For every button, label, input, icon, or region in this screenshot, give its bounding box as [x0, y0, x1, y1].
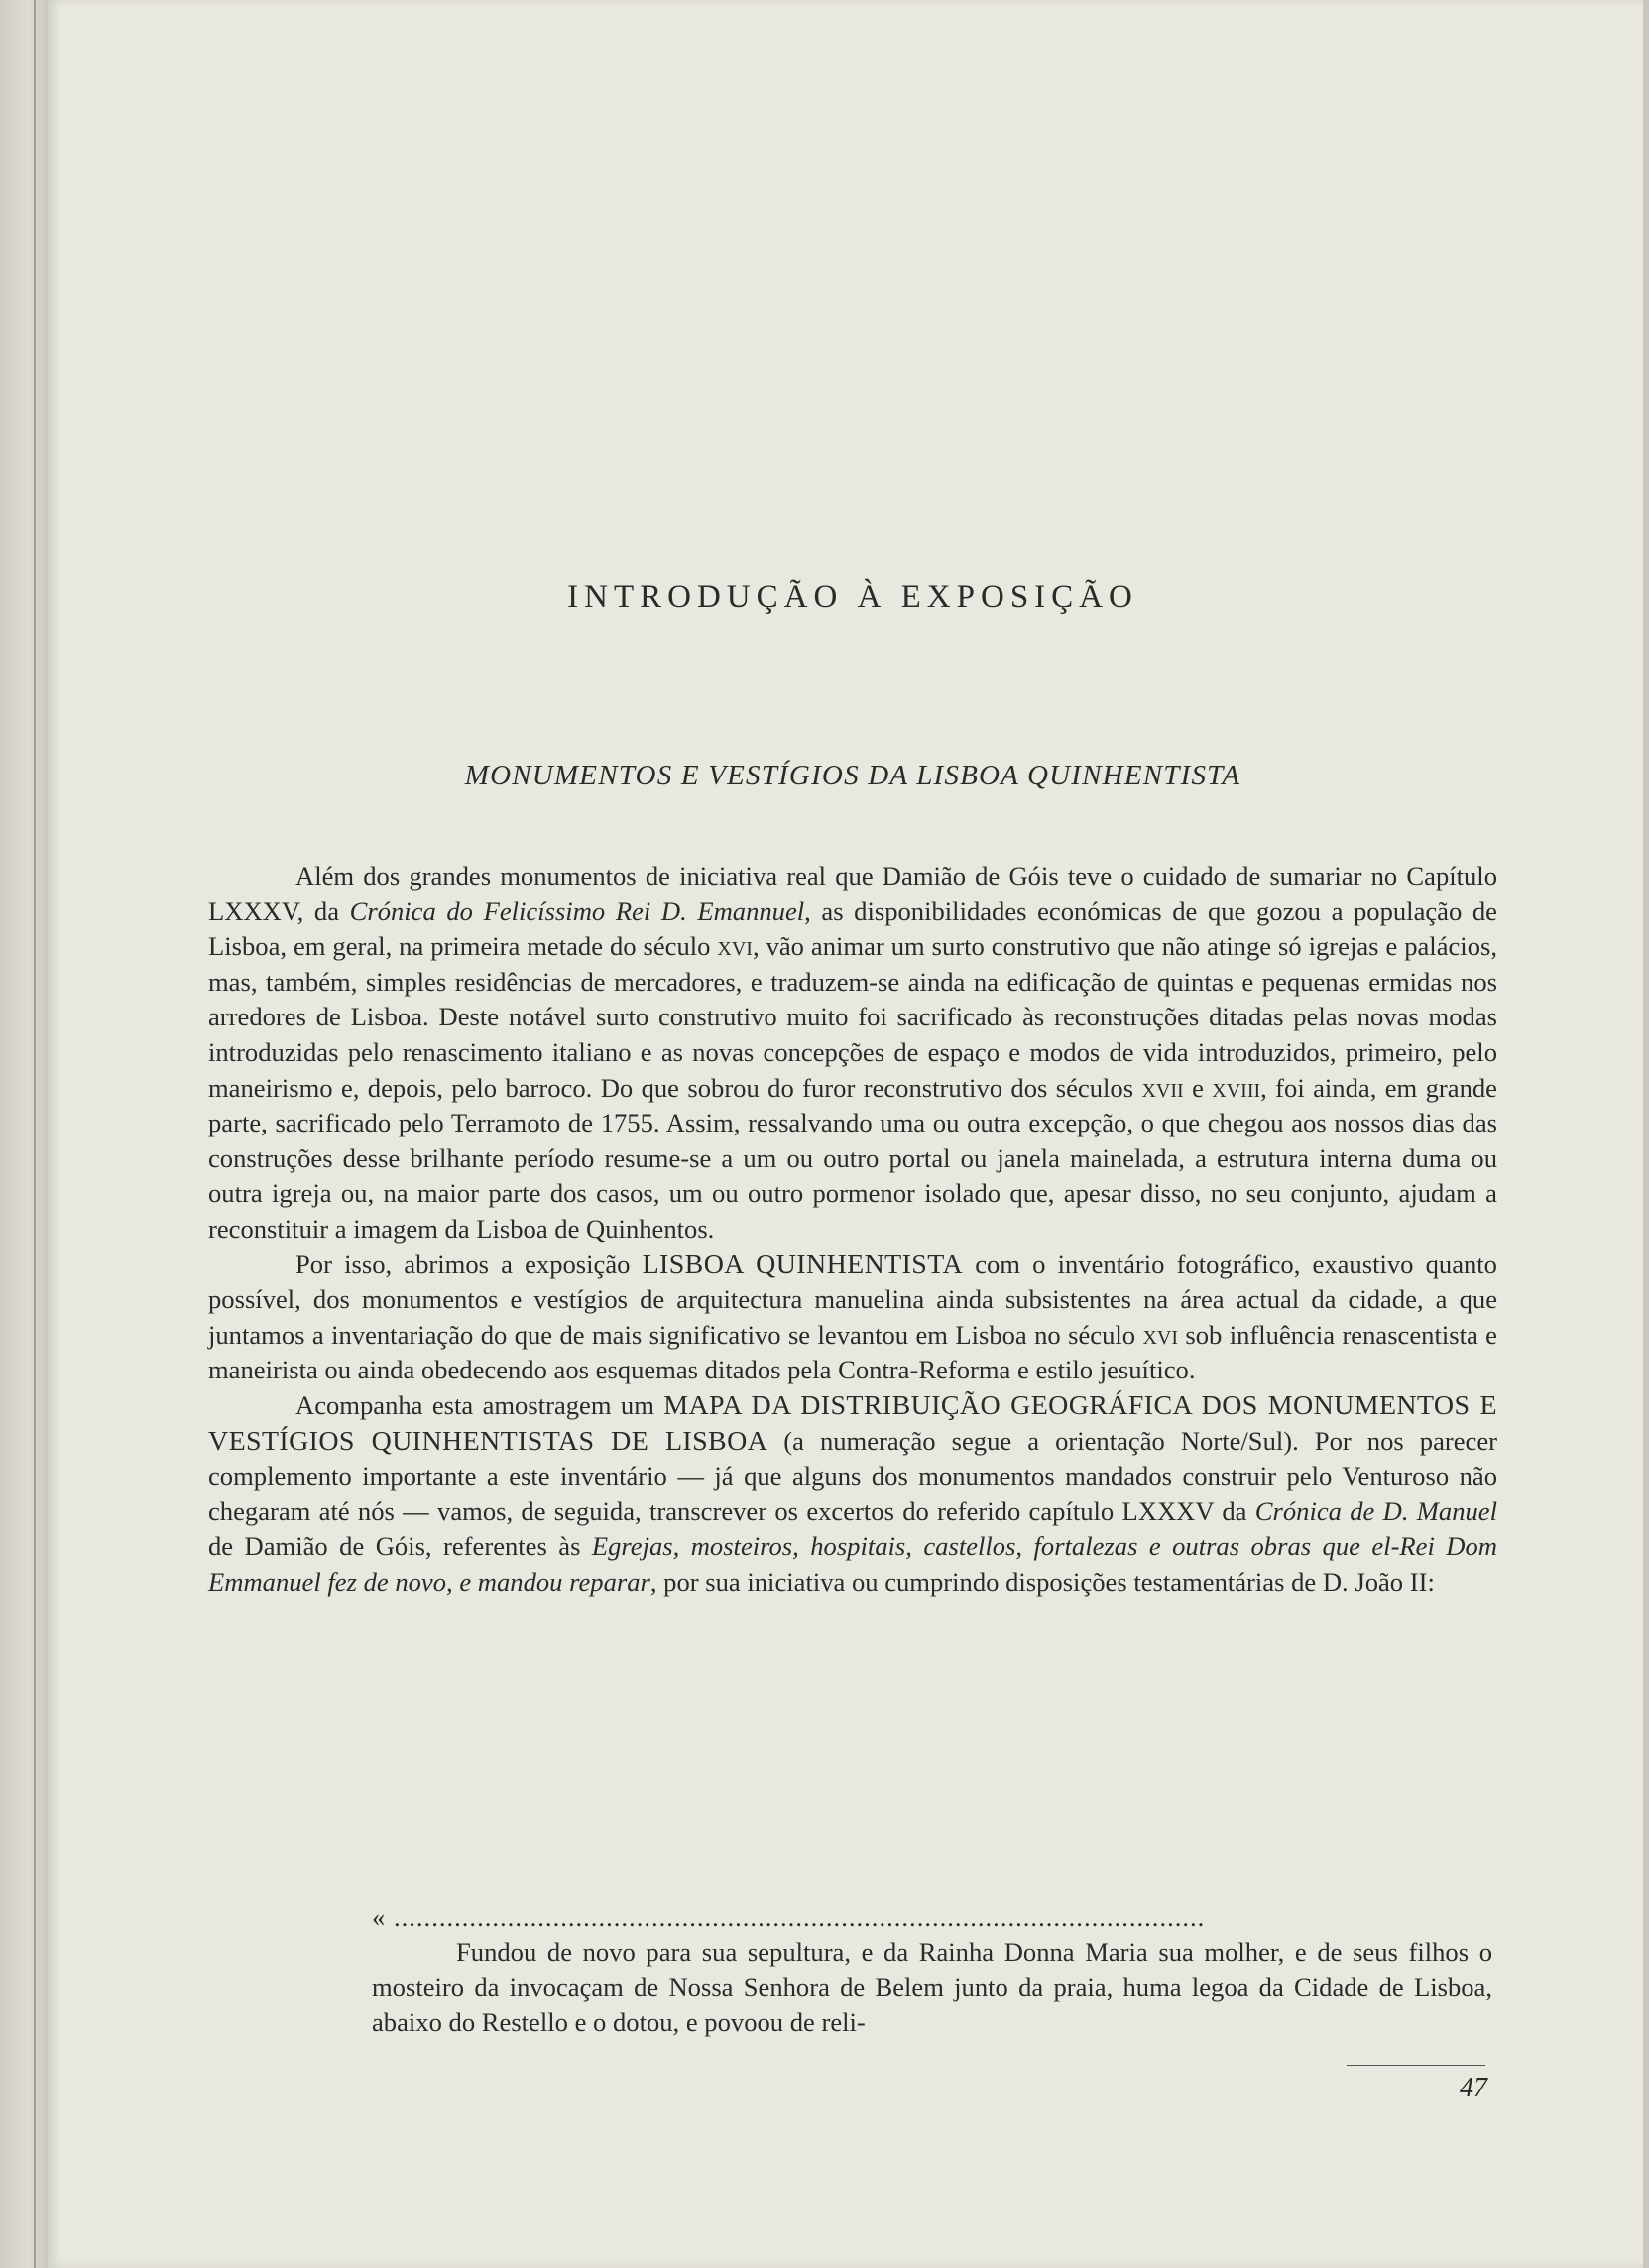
century-numeral: xvii	[1141, 1071, 1184, 1104]
gutter-line	[34, 0, 36, 2268]
page-number: 47	[1460, 2073, 1487, 2103]
exhibition-name: LISBOA QUINHENTISTA	[642, 1249, 964, 1280]
block-quote	[372, 1900, 1492, 2041]
quote-text: Fundou de novo para sua sepultura, e da Rainha Donna Maria sua molher, e de seus filhos o mosteiro da invocaçam de Nossa Senhora de Belem junto da praia, huma legoa da Cidade de Lisboa, abaixo do Restello e o dotou, e povoou de reli-	[372, 1937, 1492, 2038]
text-run: e	[1183, 1072, 1213, 1103]
page-edge	[1643, 0, 1649, 2268]
text-run: (a numeração segue a orientação Norte/Sul). Por nos parecer complemento importante a este inventário — já que alguns dos monumentos mandados construir pelo Venturoso não chegaram até nós — vamos, de seguida, transcrever os excertos do referido capítulo LXXXV da	[208, 1425, 1497, 1526]
book-spine	[0, 0, 48, 2268]
century-numeral: xvi	[1142, 1318, 1178, 1351]
text-run: Além dos grandes monumentos de iniciativa real que Damião de Góis teve o cuidado de sumariar no Capítulo LXXXV, da	[208, 861, 1497, 926]
text-run: sob influência renascentista e maneirista ou ainda obedecendo aos esquemas ditados pela Contra-Reforma e estilo jesuítico.	[208, 1319, 1497, 1385]
century-numeral: xvi	[717, 930, 753, 963]
text-run: , por sua iniciativa ou cumprindo disposições testamentárias de D. João II:	[649, 1566, 1435, 1597]
subtitle-block	[208, 756, 1497, 795]
italic-title: Crónica do Felicíssimo Rei D. Emannuel	[349, 895, 805, 926]
quote-ellipsis: « ...........................................................................................................	[372, 1902, 1206, 1932]
text-run: , vão animar um surto construtivo que não atinge só igrejas e palácios, mas, também, simples residências de mercadores, e traduzem-se ainda na edificação de quintas e pequenas ermidas nos arredores de Lisboa. Deste notável surto construtivo muito foi sacrificado às reconstruções ditadas pelas novas modas introduzidas pelo renascimento italiano e as novas concepções de espaço e modos de vida introduzidos, primeiro, pelo maneirismo e, depois, pelo barroco. Do que sobrou do furor reconstrutivo dos séculos	[208, 931, 1497, 1103]
text-run: , as disponibilidades económicas de que gozou a população de Lisboa, em geral, na primeira metade do século	[208, 895, 1497, 962]
paragraph-2	[208, 1248, 1497, 1388]
paragraph-1	[208, 859, 1497, 1248]
paragraph-3	[208, 1388, 1497, 1601]
page-heading: INTRODUÇÃO À EXPOSIÇÃO	[567, 579, 1138, 615]
century-numeral: xviii	[1212, 1071, 1261, 1104]
footer-rule	[1347, 2065, 1485, 2066]
map-title: MAPA DA DISTRIBUIÇÃO GEOGRÁFICA DOS MONUMENTOS E VESTÍGIOS QUINHENTISTAS DE LISBOA	[208, 1389, 1497, 1457]
text-run: de Damião de Góis, referentes às	[208, 1531, 592, 1562]
body-text	[208, 859, 1497, 1600]
text-run: com o inventário fotográfico, exaustivo quanto possível, dos monumentos e vestígios de arquitectura manuelina ainda subsistentes na área actual da cidade, a que juntamos a inventariação do que de mais significativo se levantou em Lisboa no século	[208, 1249, 1497, 1350]
section-subtitle: MONUMENTOS E VESTÍGIOS DA LISBOA QUINHENTISTA	[464, 760, 1241, 791]
text-run: Por isso, abrimos a exposição	[295, 1249, 643, 1279]
italic-title: Crónica de D. Manuel	[1254, 1495, 1497, 1526]
heading-block	[208, 575, 1497, 619]
text-run: Acompanha esta amostragem um	[295, 1389, 664, 1420]
italic-quote: Egrejas, mosteiros, hospitais, castellos, fortalezas e outras obras que el-Rei Dom Emmanuel fez de novo, e mandou reparar	[208, 1531, 1498, 1597]
text-run: , foi ainda, em grande parte, sacrificado pelo Terramoto de 1755. Assim, ressalvando uma ou outra excepção, o que chegou aos nossos dias das construções desse brilhante período resume-se a um ou outro portal ou janela mainelada, a estrutura interna duma ou outra igreja ou, na maior parte dos casos, um ou outro pormenor isolado que, apesar disso, no seu conjunto, ajudam a reconstituir a imagem da Lisboa de Quinhentos.	[208, 1072, 1497, 1244]
